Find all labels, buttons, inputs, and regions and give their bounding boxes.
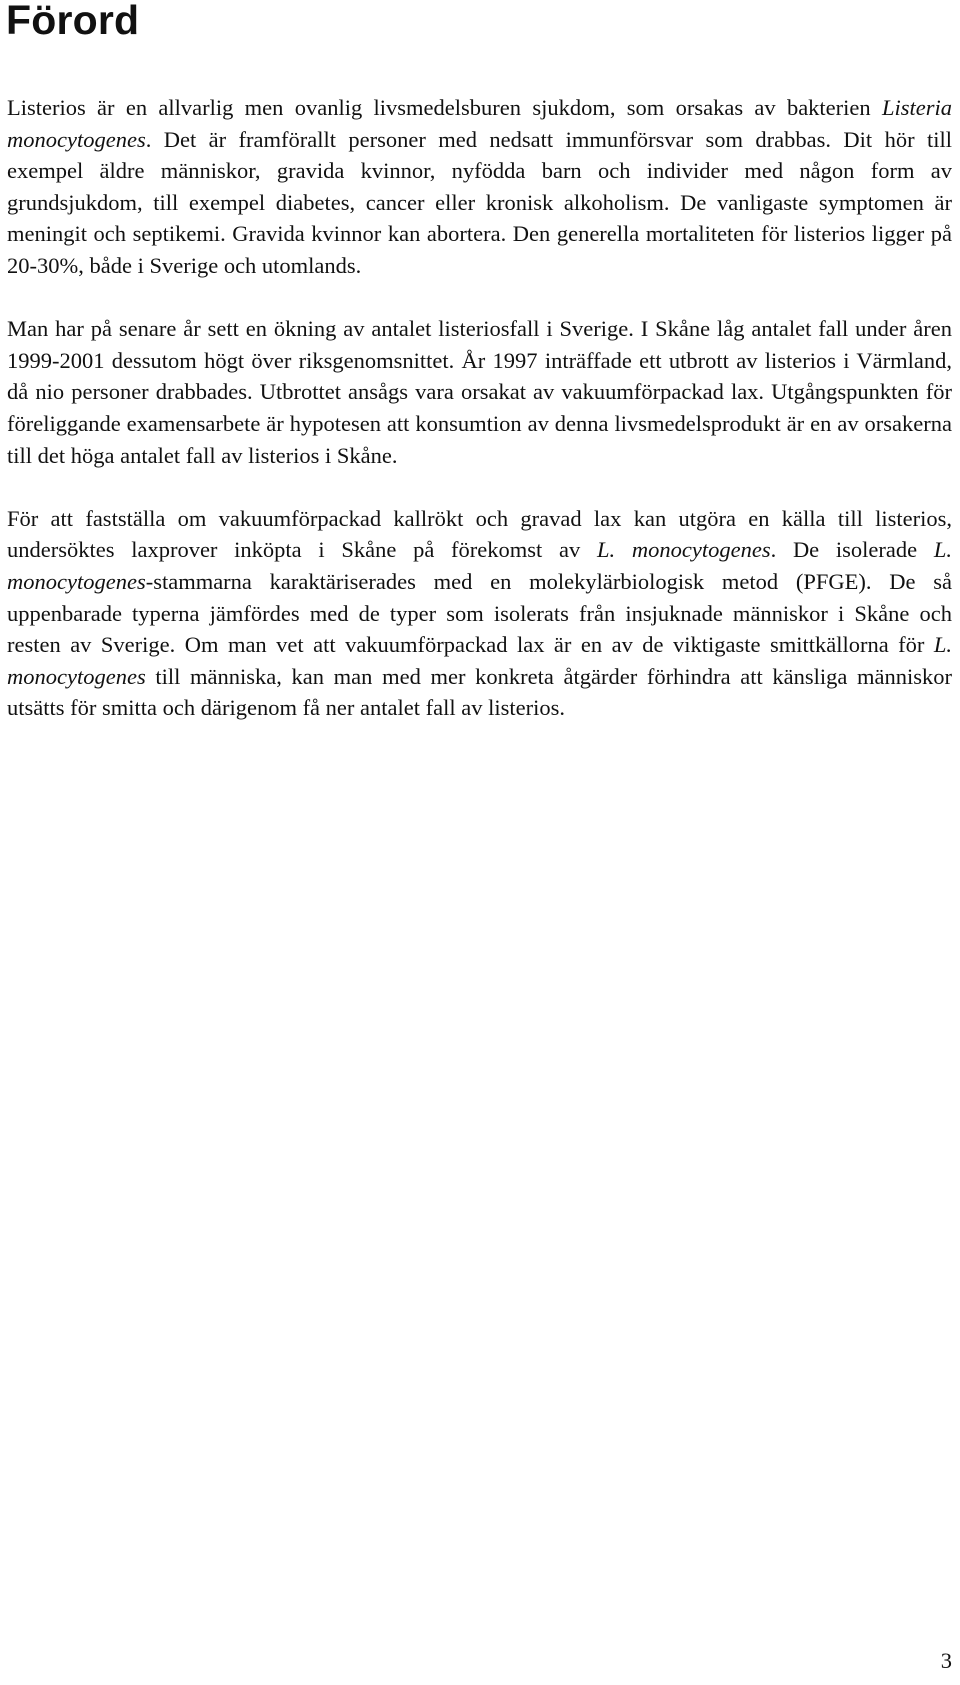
page-number: 3 [940, 1648, 952, 1673]
italic-species-name: L. monocytogenes [597, 537, 771, 563]
italic-species-name: Listeria monocytogenes [7, 95, 952, 152]
italic-species-name: L. monocytogenes [7, 632, 952, 689]
italic-species-name: L. monocytogenes [7, 537, 952, 594]
text-segment: -stammarna karaktäriserades med en molekylärbiologisk metod (PFGE). De så uppenbarade typerna jämfördes med de typer som isolerats från insjuknade människor i Skåne och resten av Sverige. Om man vet att vakuumförpackad lax är en av de viktigaste smittkällorna för [7, 568, 952, 658]
document-body [7, 92, 952, 724]
text-segment: För att fastställa om vakuumförpackad kallrökt och gravad lax kan utgöra en källa till listerios, undersöktes laxprover inköpta i Skåne på förekomst av [7, 505, 952, 563]
text-segment: . De isolerade [770, 537, 934, 563]
paragraph-3 [7, 503, 952, 724]
paragraph-1 [7, 92, 952, 282]
text-segment: . Det är framförallt personer med nedsatt immunförsvar som drabbas. Dit hör till exempel äldre människor, gravida kvinnor, nyfödda barn och individer med någon form av grundsjukdom, till exempel diabetes, cancer eller kronisk alkoholism. De vanligaste symptomen är meningit och septikemi. Gravida kvinnor kan abortera. Den generella mortaliteten för listerios ligger på 20-30%, både i Sverige och utomlands. [7, 126, 952, 278]
paragraph-2 [7, 313, 952, 471]
text-segment: till människa, kan man med mer konkreta åtgärder förhindra att känsliga människor utsätts för smitta och därigenom få ner antalet fall av listerios. [7, 663, 952, 721]
text-segment: Man har på senare år sett en ökning av antalet listeriosfall i Sverige. I Skåne låg antalet fall under åren 1999-2001 dessutom högt över riksgenomsnittet. År 1997 inträffade ett utbrott av listerios i Värmland, då nio personer drabbades. Utbrottet ansågs vara orsakat av vakuumförpackad lax. Utgångspunkten för föreliggande examensarbete är hypotesen att konsumtion av denna livsmedelsprodukt är en av orsakerna till det höga antalet fall av listerios i Skåne. [7, 316, 952, 468]
text-segment: Listerios är en allvarlig men ovanlig livsmedelsburen sjukdom, som orsakas av bakterien [7, 95, 882, 120]
page-title: Förord [6, 0, 140, 43]
